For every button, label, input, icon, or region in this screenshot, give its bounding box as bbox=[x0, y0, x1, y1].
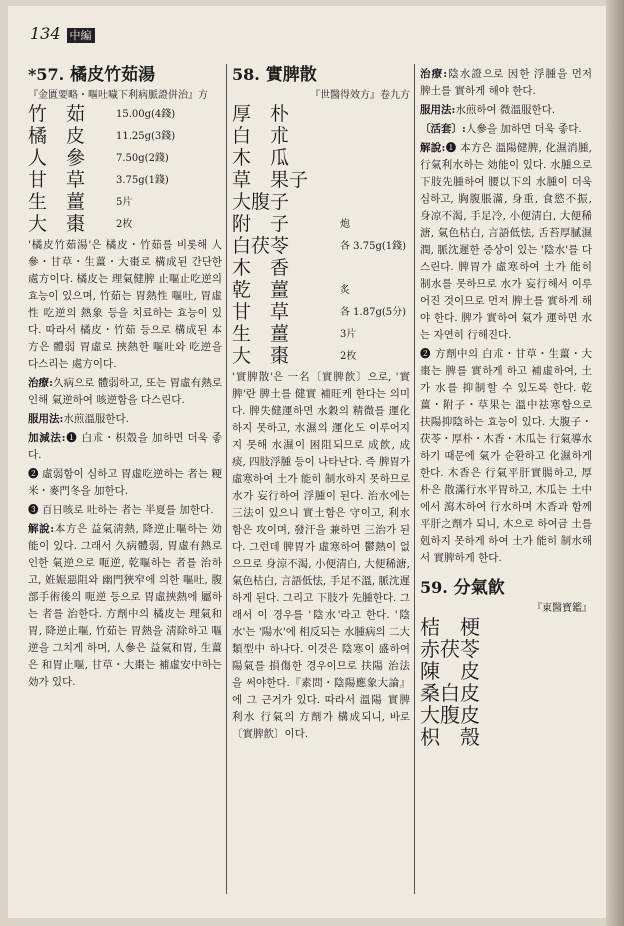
herb-dose: 11.25g(3錢) bbox=[116, 130, 176, 142]
herb-row bbox=[232, 213, 410, 235]
entry-name: 實脾散 bbox=[265, 65, 317, 85]
label: 解說: bbox=[28, 523, 55, 535]
text: 久病으로 體弱하고, 또는 胃虛有熱로 인해 氣逆하여 咳逆함을 다스린다. bbox=[28, 377, 222, 406]
herb-dose: 炮 bbox=[340, 218, 350, 230]
herb-row bbox=[232, 257, 410, 279]
cure-section bbox=[28, 375, 222, 409]
herb-row bbox=[232, 301, 410, 323]
herb-row bbox=[232, 323, 410, 345]
herb-dose: 3.75g(1錢) bbox=[116, 174, 169, 186]
herb-list bbox=[420, 616, 592, 748]
text: ❶ 本方은 溫陽健脾, 化濕消腫, 行氣利水하는 効能이 있다. 水腫으로 下肢先腫하여 腰以下의 水腫이 더욱 심하고, 胸腹脹滿, 身重, 食慾不振, 身凉不渴, 手足冷, 小便淸白, 大便稀溏, 氣色枯白, 言語低怯, 舌苔厚膩濕潤, 脈沈遲한 증상이 있는 '陰水'를 다스린다. 脾胃가 虛寒하여 土가 能히 制水를 못하므로 水가 妄行해서 이루어진 것이므로 먼저 脾土를 實하게 해야 한다. 脾가 實하여 氣가 運하면 水는 자연히 行해진다. bbox=[420, 142, 592, 341]
herb-name: 木 香 bbox=[232, 256, 290, 279]
herb-name: 生 薑 bbox=[28, 190, 86, 213]
herb-row bbox=[28, 213, 222, 235]
book-spine bbox=[606, 0, 624, 926]
entry-title bbox=[28, 64, 222, 86]
entry-number: *57. bbox=[28, 65, 65, 84]
label: 加減法: bbox=[28, 432, 66, 444]
entry-59 bbox=[420, 577, 592, 748]
herb-dose: 炙 bbox=[340, 284, 350, 296]
section-tag: 中編 bbox=[67, 28, 95, 43]
herb-row bbox=[232, 169, 410, 191]
entry-description: '實脾散'은 一名〔實脾飮〕으로, '實脾'란 脾土를 健實 補旺케 한다는 의미다. 脾失健運하면 水穀의 精微를 運化하지 못하고, 水濕의 運化도 이루어지지 못해 水濕이 困阻되므로 成飮, 成痰, 四肢浮腫 등이 나타난다. 즉 脾胃가 虛寒하여 土가 能히 制水하지 못하므로 水가 妄行하여 浮腫이 된다. 治水에는 三法이 있으니 實土함은 守이고, 利水함은 攻이며, 發汗을 兼하면 三治가 된다. 그런데 脾胃가 虛寒하여 鬱熱이 없으므로 身涼不渴, 小便淸白, 大便稀溏, 氣色枯白, 言語低怯, 手足不溫, 脈沈遲하게 된다. 그리고 下肢가 先腫한다. 그래서 이 경우를 '陰水'라고 한다. '陰水'는 '陽水'에 相反되는 水腫病의 二大類型中 하나다. 이것은 陰寒이 盛하여 陽氣를 損傷한 경우이므로 扶陽 治法을 써야한다.『素問・陰陽應象大論』에 그 근거가 있다. 따라서 溫陽 實脾 利水 行氣의 方劑가 構成되니, 바로〔實脾飮〕이다. bbox=[232, 371, 411, 740]
explanation-item: ❷ 方劑中의 白朮・甘草・生薑・大棗는 脾를 實하게 하고 補虛하여, 土가 水를 抑制할 수 있도록 한다. 乾薑・附子・草果는 溫中祛寒함으로 扶陽抑陰하는 효능이 있다. 大腹子・茯苓・厚朴・木香・木瓜는 行氣導水하기 때문에 氣가 순환하고 化濕하게 한다. 木香은 行氣平肝實腸하고, 厚朴은 散滿行水平胃하고, 木瓜는 土中에서 瀉木하여 行水하며 木香과 함께 平肝之劑가 되니, 木으로 하여금 土를 剋하지 못하게 하여 土가 能히 制水해서 實脾하게 한다. bbox=[420, 348, 592, 564]
herb-name: 大 棗 bbox=[28, 212, 86, 235]
entry-source: 『金匱要略・嘔吐噦下利病脈證併治』方 bbox=[28, 90, 208, 101]
entry-title bbox=[232, 64, 410, 86]
herb-dose: 各 1.87g(5分) bbox=[340, 306, 407, 318]
herb-row bbox=[232, 147, 410, 169]
add-item: ❸ 百日咳로 吐하는 者는 半夏를 加한다. bbox=[28, 504, 214, 516]
herb-name: 白茯苓 bbox=[232, 234, 290, 257]
label: 服用法: bbox=[28, 413, 64, 425]
herb-dose: 3片 bbox=[340, 328, 357, 340]
text: ❶ 白朮・枳殼을 加하면 더욱 좋다. bbox=[28, 432, 222, 461]
herb-row bbox=[28, 103, 222, 125]
explanation-section bbox=[28, 521, 222, 691]
herb-dose: 7.50g(2錢) bbox=[116, 152, 169, 164]
text: 陰水證으로 因한 浮腫을 먼저 脾土를 實하게 해야 한다. bbox=[420, 68, 592, 97]
herb-name: 厚 朴 bbox=[232, 102, 290, 125]
entry-title bbox=[420, 577, 592, 599]
entry-description: '橘皮竹茹湯'은 橘皮・竹茹를 비롯해 人參・甘草・生薑・大棗로 構成된 간단한 處方이다. 橘皮는 理氣健脾 止嘔止吃逆의 효능이 있으며, 竹茹는 胃熱性 嘔吐, 胃虛性 吃逆의 熱象 등을 치료하는 효능이 있다. 따라서 橘皮・竹茹 등으로 構成된 本方은 體弱 胃虛로 挾熱한 嘔吐와 吃逆을 다스리는 處方이다. bbox=[28, 239, 222, 370]
herb-row bbox=[420, 660, 592, 682]
herb-name: 陳 皮 bbox=[420, 658, 480, 683]
herb-row bbox=[28, 169, 222, 191]
column-divider bbox=[414, 64, 415, 894]
herb-name: 大 棗 bbox=[232, 344, 290, 367]
herb-row bbox=[28, 191, 222, 213]
herb-name: 草 果子 bbox=[232, 168, 309, 191]
herb-row bbox=[420, 616, 592, 638]
herb-row bbox=[420, 638, 592, 660]
herb-row bbox=[232, 345, 410, 367]
usage-section bbox=[28, 411, 222, 428]
herb-name: 大腹皮 bbox=[420, 702, 480, 727]
entry-number: 59. bbox=[420, 578, 448, 597]
entry-58-continued bbox=[420, 64, 592, 748]
column-divider bbox=[226, 64, 227, 894]
herb-name: 赤茯苓 bbox=[420, 636, 480, 661]
herb-row bbox=[232, 191, 410, 213]
herb-dose: 各 3.75g(1錢) bbox=[340, 240, 407, 252]
text: 水煎하여 微溫服한다. bbox=[455, 104, 556, 116]
herb-dose: 15.00g(4錢) bbox=[116, 108, 176, 120]
herb-name: 人 參 bbox=[28, 146, 86, 169]
herb-name: 桑白皮 bbox=[420, 680, 480, 705]
herb-name: 乾 薑 bbox=[232, 278, 290, 301]
label: 服用法: bbox=[420, 104, 456, 116]
herb-row bbox=[420, 726, 592, 748]
herb-name: 枳 殼 bbox=[420, 724, 480, 749]
herb-name: 大腹子 bbox=[232, 190, 290, 213]
usage-section bbox=[420, 102, 592, 119]
label: 治療: bbox=[420, 68, 448, 80]
explanation-section bbox=[420, 140, 592, 344]
herb-name: 甘 草 bbox=[232, 300, 290, 323]
herb-row bbox=[232, 279, 410, 301]
herb-row bbox=[28, 125, 222, 147]
entry-source: 『東醫寶鑑』 bbox=[532, 603, 592, 614]
cure-section bbox=[420, 66, 592, 100]
page-header bbox=[30, 24, 95, 43]
entry-57 bbox=[28, 64, 222, 693]
entry-58 bbox=[232, 64, 410, 745]
label: 解說: bbox=[420, 142, 446, 154]
text: 水煎溫服한다. bbox=[63, 413, 130, 425]
herb-name: 附 子 bbox=[232, 212, 290, 235]
herb-dose: 2枚 bbox=[340, 350, 357, 362]
add-section bbox=[28, 430, 222, 464]
entry-number: 58. bbox=[232, 65, 260, 84]
herb-row bbox=[420, 682, 592, 704]
label: 〔活套〕: bbox=[420, 123, 466, 135]
herb-name: 竹 茹 bbox=[28, 102, 86, 125]
herb-name: 橘 皮 bbox=[28, 124, 86, 147]
add-item: ❷ 虛弱함이 심하고 胃虛吃逆하는 者는 粳米・麥門冬을 加한다. bbox=[28, 468, 222, 497]
text: 人參을 加하면 더욱 좋다. bbox=[465, 123, 582, 135]
herb-name: 白 朮 bbox=[232, 124, 290, 147]
herb-row bbox=[232, 125, 410, 147]
herb-list bbox=[232, 103, 410, 367]
herb-row bbox=[28, 147, 222, 169]
add-section bbox=[420, 121, 592, 138]
herb-name: 桔 梗 bbox=[420, 614, 480, 639]
herb-name: 甘 草 bbox=[28, 168, 86, 191]
herb-row bbox=[420, 704, 592, 726]
herb-row bbox=[232, 103, 410, 125]
entry-source: 『世醫得效方』卷九方 bbox=[310, 90, 410, 101]
herb-name: 木 瓜 bbox=[232, 146, 290, 169]
herb-row bbox=[232, 235, 410, 257]
text: 本方은 益氣淸熱, 降逆止嘔하는 効能이 있다. 그래서 久病體弱, 胃虛有熱로 인한 氣逆으로 呃逆, 乾嘔하는 者를 治하고, 姙娠惡阻와 幽門狹窄에 의한 嘔吐, 腹部手術後의 呃逆 등으로 胃虛挾熱에 屬하는 者를 治한다. 方劑中의 橘皮는 理氣和胃, 降逆止嘔, 竹茹는 胃熱을 淸除하고 嘔逆을 그치게 하며, 人參은 益氣和胃, 生薑은 和胃止嘔, 甘草・大棗는 補虛安中하는 効가 있다. bbox=[28, 523, 222, 688]
herb-name: 生 薑 bbox=[232, 322, 290, 345]
entry-name: 橘皮竹茹湯 bbox=[70, 65, 156, 85]
herb-list bbox=[28, 103, 222, 235]
page-number: 134 bbox=[30, 24, 61, 43]
label: 治療: bbox=[28, 377, 53, 389]
herb-dose: 5片 bbox=[116, 196, 133, 208]
entry-name: 分氣飮 bbox=[453, 578, 505, 598]
herb-dose: 2枚 bbox=[116, 218, 133, 230]
